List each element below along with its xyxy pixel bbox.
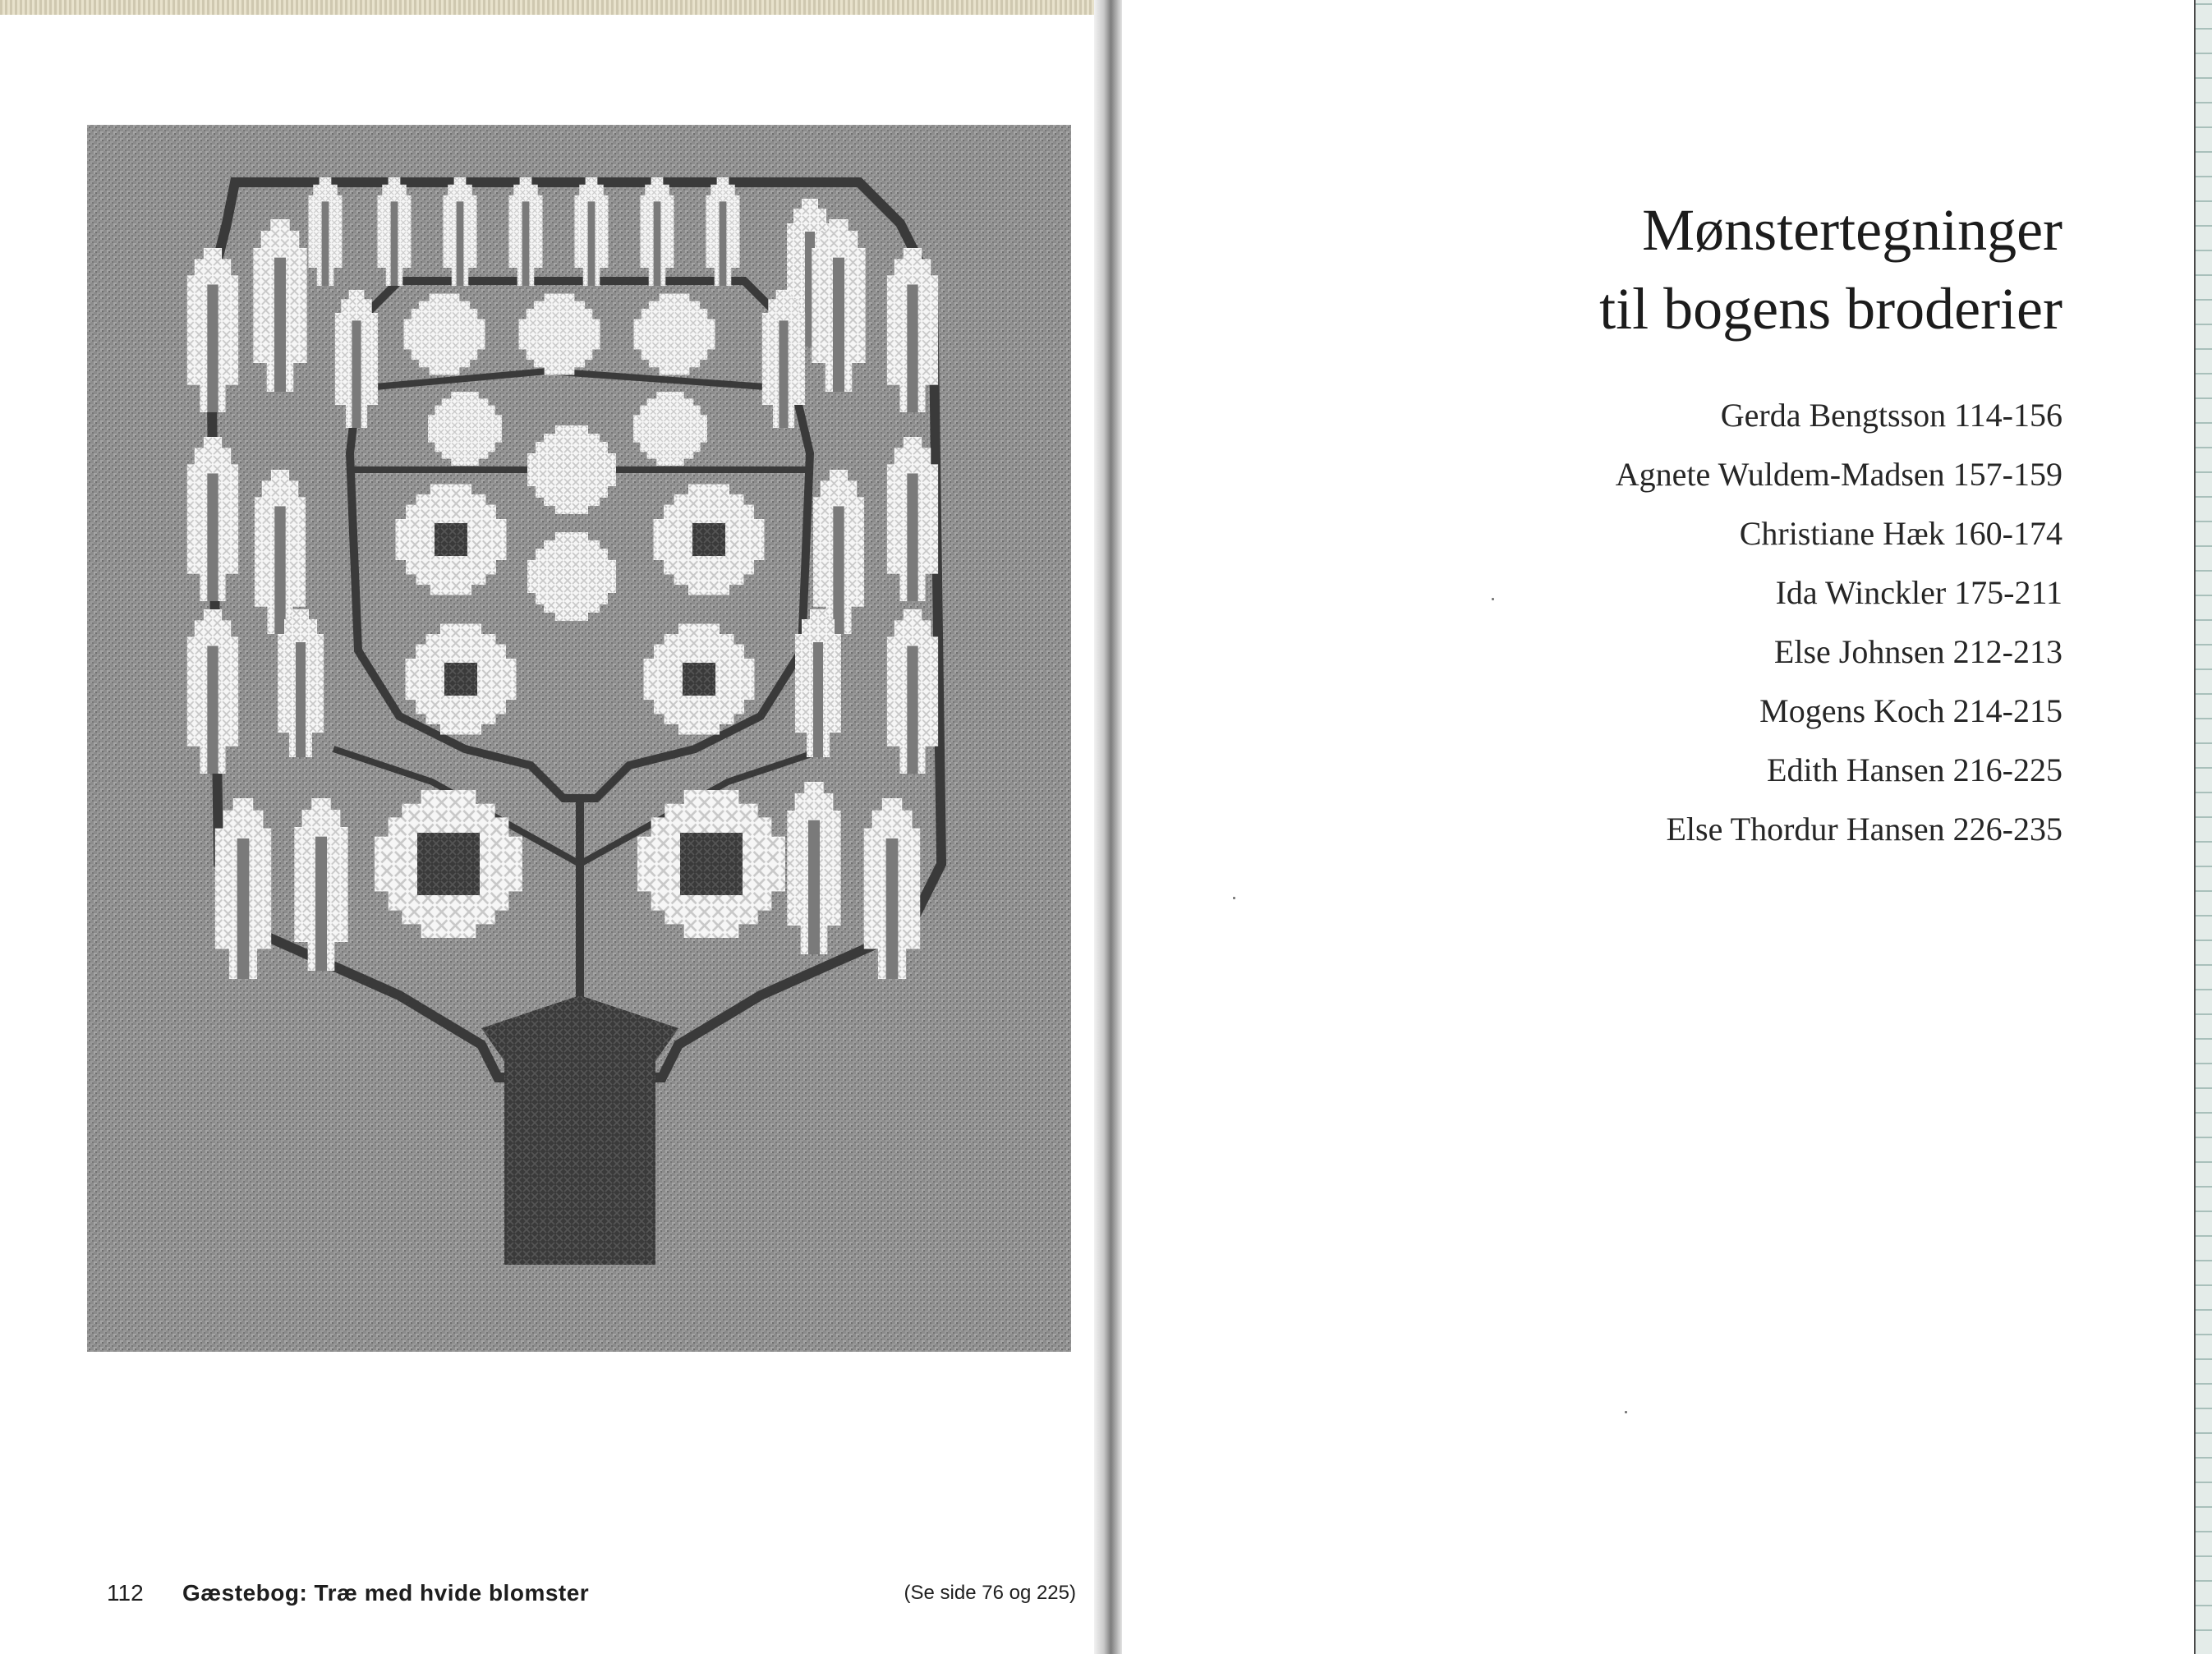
page-number: 112 <box>107 1580 144 1606</box>
list-item: Else Johnsen 212-213 <box>1773 633 2063 670</box>
figure-caption: Gæstebog: Træ med hvide blomster <box>182 1580 590 1606</box>
title-line-2: til bogens broderier <box>1599 276 2063 342</box>
page-title <box>1599 191 2063 348</box>
embroidered-tree-icon <box>87 125 1071 1352</box>
page-edge <box>2194 0 2212 1654</box>
list-item: Christiane Hæk 160-174 <box>1739 515 2063 552</box>
caption-row <box>107 1580 1076 1613</box>
list-item: Gerda Bengtsson 114-156 <box>1720 397 2063 434</box>
right-page <box>1122 0 2194 1654</box>
title-line-1: Mønstertegninger <box>1642 197 2063 263</box>
list-item: Edith Hansen 216-225 <box>1767 751 2063 788</box>
list-item: Mogens Koch 214-215 <box>1759 692 2063 729</box>
paper-speck <box>1233 897 1235 899</box>
left-page <box>0 15 1094 1654</box>
designer-list <box>1616 386 2063 859</box>
book-gutter <box>1094 0 1122 1654</box>
list-item: Else Thordur Hansen 226-235 <box>1666 811 2063 848</box>
list-item: Agnete Wuldem-Madsen 157-159 <box>1615 456 2063 493</box>
cross-reference: (Se side 76 og 225) <box>904 1582 1076 1604</box>
paper-speck <box>1492 598 1494 600</box>
list-item: Ida Winckler 175-211 <box>1775 574 2063 611</box>
paper-speck <box>1625 1411 1627 1413</box>
